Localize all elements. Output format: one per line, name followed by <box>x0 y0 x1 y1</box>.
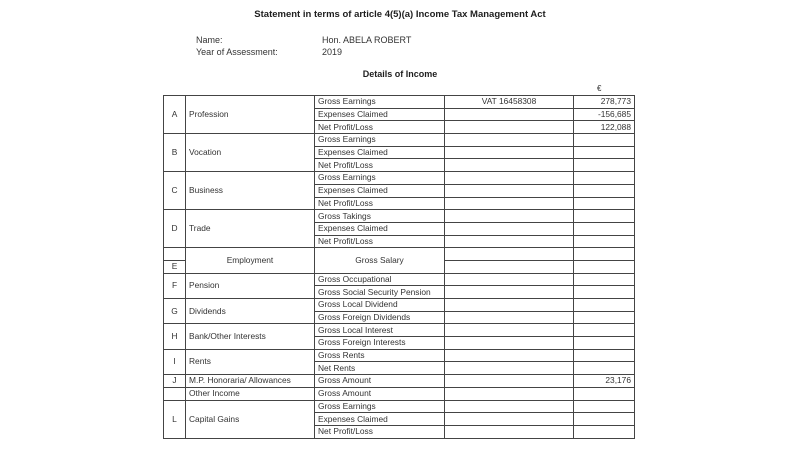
item-label: Gross Earnings <box>315 96 445 109</box>
item-note <box>445 108 574 121</box>
table-row <box>164 387 635 400</box>
item-note <box>445 197 574 210</box>
table-row <box>164 172 635 185</box>
section-category: Capital Gains <box>186 400 315 438</box>
section-category: Profession <box>186 96 315 134</box>
table-row <box>164 273 635 286</box>
section-category: Other Income <box>186 387 315 400</box>
item-amount <box>574 337 635 350</box>
item-amount <box>574 210 635 223</box>
item-note <box>445 387 574 400</box>
item-amount: 278,773 <box>574 96 635 109</box>
item-label: Gross Earnings <box>315 400 445 413</box>
item-note <box>445 159 574 172</box>
table-row <box>164 375 635 388</box>
section-letter: C <box>164 172 186 210</box>
section-category: Vocation <box>186 134 315 172</box>
item-amount: -156,685 <box>574 108 635 121</box>
document-title: Statement in terms of article 4(5)(a) Income Tax Management Act <box>254 9 546 20</box>
item-label: Gross Local Dividend <box>315 299 445 312</box>
item-label: Gross Earnings <box>315 134 445 147</box>
item-label: Net Profit/Loss <box>315 159 445 172</box>
item-label: Net Profit/Loss <box>315 235 445 248</box>
item-note <box>445 273 574 286</box>
currency-symbol: € <box>597 84 602 93</box>
item-note <box>445 134 574 147</box>
item-note <box>445 172 574 185</box>
section-letter: G <box>164 299 186 324</box>
item-label: Gross Foreign Dividends <box>315 311 445 324</box>
item-label: Net Profit/Loss <box>315 121 445 134</box>
item-amount <box>574 324 635 337</box>
section-category: Business <box>186 172 315 210</box>
item-note <box>445 375 574 388</box>
section-letter-blank <box>164 248 186 261</box>
item-note <box>445 413 574 426</box>
section-letter: D <box>164 210 186 248</box>
item-label: Gross Foreign Interests <box>315 337 445 350</box>
item-amount <box>574 413 635 426</box>
item-note <box>445 349 574 362</box>
item-amount <box>574 349 635 362</box>
item-amount <box>574 134 635 147</box>
item-amount <box>574 146 635 159</box>
table-row <box>164 134 635 147</box>
item-label: Expenses Claimed <box>315 413 445 426</box>
section-letter: I <box>164 349 186 374</box>
item-note <box>445 337 574 350</box>
section-category: Trade <box>186 210 315 248</box>
item-note <box>445 299 574 312</box>
section-category: Rents <box>186 349 315 374</box>
item-note <box>445 222 574 235</box>
name-value: Hon. ABELA ROBERT <box>322 35 412 45</box>
item-amount <box>574 311 635 324</box>
item-amount <box>574 260 635 273</box>
year-value: 2019 <box>322 47 343 57</box>
section-category: Bank/Other Interests <box>186 324 315 349</box>
item-note <box>445 400 574 413</box>
table-row <box>164 349 635 362</box>
table-row <box>164 400 635 413</box>
item-label: Gross Occupational <box>315 273 445 286</box>
item-label: Gross Amount <box>315 387 445 400</box>
item-label: Expenses Claimed <box>315 108 445 121</box>
table-row <box>164 248 635 261</box>
item-note <box>445 362 574 375</box>
item-amount: 23,176 <box>574 375 635 388</box>
item-amount <box>574 197 635 210</box>
item-note <box>445 311 574 324</box>
item-label: Net Rents <box>315 362 445 375</box>
item-note <box>445 260 574 273</box>
section-title: Details of Income <box>362 69 438 79</box>
item-amount <box>574 400 635 413</box>
income-table <box>163 95 635 439</box>
item-note: VAT 16458308 <box>445 96 574 109</box>
section-letter: E <box>164 260 186 273</box>
table-row <box>164 299 635 312</box>
section-category: Employment <box>186 248 315 273</box>
section-letter: L <box>164 400 186 438</box>
item-amount <box>574 286 635 299</box>
item-label: Gross Earnings <box>315 172 445 185</box>
item-note <box>445 324 574 337</box>
item-label: Gross Rents <box>315 349 445 362</box>
section-category: M.P. Honoraria/ Allowances <box>186 375 315 388</box>
item-label: Gross Takings <box>315 210 445 223</box>
item-amount <box>574 425 635 438</box>
year-label: Year of Assessment: <box>196 47 278 57</box>
section-letter: H <box>164 324 186 349</box>
table-row <box>164 324 635 337</box>
item-amount <box>574 222 635 235</box>
item-note <box>445 184 574 197</box>
item-note <box>445 210 574 223</box>
item-label: Gross Social Security Pension <box>315 286 445 299</box>
item-label: Gross Amount <box>315 375 445 388</box>
item-note <box>445 121 574 134</box>
item-label: Expenses Claimed <box>315 222 445 235</box>
item-amount <box>574 273 635 286</box>
section-letter: J <box>164 375 186 388</box>
item-amount <box>574 159 635 172</box>
section-category: Pension <box>186 273 315 298</box>
item-label: Gross Salary <box>315 248 445 273</box>
item-note <box>445 146 574 159</box>
section-letter: A <box>164 96 186 134</box>
section-category: Dividends <box>186 299 315 324</box>
item-amount <box>574 299 635 312</box>
item-note <box>445 425 574 438</box>
name-label: Name: <box>196 35 223 45</box>
item-label: Net Profit/Loss <box>315 425 445 438</box>
item-amount: 122,088 <box>574 121 635 134</box>
item-amount <box>574 184 635 197</box>
item-label: Net Profit/Loss <box>315 197 445 210</box>
section-letter: F <box>164 273 186 298</box>
item-amount <box>574 387 635 400</box>
item-amount <box>574 362 635 375</box>
item-note <box>445 248 574 261</box>
table-row <box>164 96 635 109</box>
item-label: Gross Local Interest <box>315 324 445 337</box>
item-amount <box>574 248 635 261</box>
section-letter: B <box>164 134 186 172</box>
item-label: Expenses Claimed <box>315 184 445 197</box>
item-note <box>445 286 574 299</box>
section-letter <box>164 387 186 400</box>
item-note <box>445 235 574 248</box>
item-amount <box>574 172 635 185</box>
item-label: Expenses Claimed <box>315 146 445 159</box>
item-amount <box>574 235 635 248</box>
table-row <box>164 210 635 223</box>
